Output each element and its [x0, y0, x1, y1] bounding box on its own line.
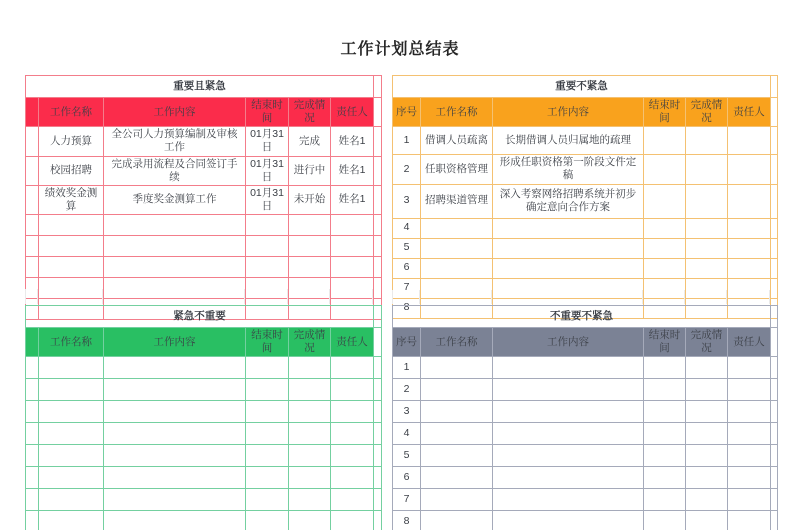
header-cell: 完成情况: [686, 328, 728, 357]
empty-cell: [331, 257, 374, 278]
status-cell: [686, 184, 728, 218]
empty-cell: [246, 423, 289, 445]
table-row: [393, 155, 778, 184]
header-cell: 工作内容: [104, 328, 246, 357]
empty-cell: [644, 218, 686, 238]
gutter-cell: [26, 236, 39, 257]
empty-cell: [39, 215, 104, 236]
cut-cell: [374, 257, 382, 278]
cut-cell: [771, 98, 778, 127]
empty-row: [26, 357, 382, 379]
empty-cell: [493, 511, 644, 530]
quadrant-important-not-urgent: [392, 75, 778, 319]
end-time-cell: 01月31日: [246, 156, 289, 185]
quadrant-title-row: [26, 76, 382, 98]
empty-cell: [493, 445, 644, 467]
task-name-cell: 任职资格管理: [421, 155, 493, 184]
empty-cell: [331, 357, 374, 379]
cut-cell: [771, 127, 778, 155]
empty-cell: [686, 238, 728, 258]
gutter-cell: [26, 257, 39, 278]
empty-cell: [728, 357, 771, 379]
empty-cell: [421, 445, 493, 467]
ghost-cell: [643, 290, 685, 304]
cut-cell: [771, 258, 778, 278]
empty-cell: [421, 357, 493, 379]
important-urgent-table: [25, 75, 382, 320]
task-name-cell: 校园招聘: [39, 156, 104, 185]
empty-row: [393, 445, 778, 467]
owner-cell: [728, 184, 771, 218]
empty-cell: [104, 489, 246, 511]
empty-row: [26, 379, 382, 401]
empty-cell: [289, 423, 331, 445]
empty-cell: [686, 423, 728, 445]
gutter-cell: [26, 98, 39, 127]
empty-cell: [104, 423, 246, 445]
cut-cell: [771, 379, 778, 401]
empty-row: [26, 489, 382, 511]
cut-cell: [771, 445, 778, 467]
cut-cell: [771, 238, 778, 258]
empty-cell: [246, 236, 289, 257]
empty-row: [393, 423, 778, 445]
empty-cell: [39, 257, 104, 278]
task-content-cell: 完成录用流程及合同签订手续: [104, 156, 246, 185]
header-cell: 完成情况: [289, 98, 331, 127]
ghost-cell: [420, 290, 492, 304]
quadrant-title: 紧急不重要: [26, 306, 374, 328]
index-cell: 2: [393, 155, 421, 184]
end-time-cell: [644, 155, 686, 184]
empty-cell: [331, 401, 374, 423]
index-cell: 2: [393, 379, 421, 401]
empty-cell: [39, 379, 104, 401]
index-cell: 1: [393, 357, 421, 379]
empty-cell: [331, 236, 374, 257]
empty-row: [393, 357, 778, 379]
table-row: [26, 127, 382, 156]
empty-cell: [421, 218, 493, 238]
index-cell: 4: [393, 423, 421, 445]
task-name-cell: 人力预算: [39, 127, 104, 156]
not-important-not-urgent-table: [392, 305, 778, 530]
empty-cell: [246, 215, 289, 236]
cut-cell: [374, 489, 382, 511]
empty-row: [26, 257, 382, 278]
gutter-cell: [26, 156, 39, 185]
empty-cell: [493, 357, 644, 379]
empty-cell: [728, 218, 771, 238]
cut-cell: [771, 423, 778, 445]
ghost-cell: [245, 289, 288, 304]
empty-cell: [421, 258, 493, 278]
status-cell: 未开始: [289, 185, 331, 214]
empty-cell: [644, 401, 686, 423]
cut-cell: [374, 379, 382, 401]
task-content-cell: 长期借调人员归属地的疏理: [493, 127, 644, 155]
empty-cell: [421, 238, 493, 258]
header-cell: 责任人: [331, 98, 374, 127]
page-title: 工作计划总结表: [340, 41, 460, 58]
header-cell: 工作内容: [493, 328, 644, 357]
header-cell: 责任人: [331, 328, 374, 357]
empty-cell: [104, 357, 246, 379]
empty-cell: [644, 238, 686, 258]
empty-cell: [686, 258, 728, 278]
task-name-cell: 招聘渠道管理: [421, 184, 493, 218]
header-cell: 结束时间: [246, 98, 289, 127]
empty-cell: [728, 467, 771, 489]
cut-cell: [771, 467, 778, 489]
header-cell: 责任人: [728, 98, 771, 127]
empty-cell: [246, 379, 289, 401]
empty-cell: [289, 401, 331, 423]
header-cell: 结束时间: [246, 328, 289, 357]
table-row: [393, 127, 778, 155]
cut-cell: [374, 423, 382, 445]
empty-cell: [289, 467, 331, 489]
owner-cell: 姓名1: [331, 127, 374, 156]
empty-cell: [421, 511, 493, 530]
status-cell: [686, 127, 728, 155]
empty-cell: [331, 467, 374, 489]
table-row: [393, 184, 778, 218]
empty-cell: [289, 489, 331, 511]
empty-cell: [493, 423, 644, 445]
cut-cell: [374, 98, 382, 127]
owner-cell: 姓名1: [331, 185, 374, 214]
empty-cell: [728, 423, 771, 445]
ghost-row-left: [25, 289, 373, 304]
header-row: [26, 328, 382, 357]
header-cell: 完成情况: [686, 98, 728, 127]
empty-cell: [728, 511, 771, 530]
index-cell: 7: [393, 489, 421, 511]
ghost-cell: [727, 290, 770, 304]
cut-cell: [771, 328, 778, 357]
empty-cell: [104, 236, 246, 257]
quadrant-not-important-not-urgent: [392, 305, 778, 530]
header-cell: 序号: [393, 98, 421, 127]
empty-cell: [728, 379, 771, 401]
index-cell: 3: [393, 184, 421, 218]
empty-cell: [39, 423, 104, 445]
status-cell: 进行中: [289, 156, 331, 185]
cut-cell: [771, 76, 778, 98]
empty-cell: [104, 379, 246, 401]
empty-cell: [39, 445, 104, 467]
index-cell: 3: [393, 401, 421, 423]
empty-row: [393, 489, 778, 511]
header-cell: 结束时间: [644, 98, 686, 127]
quadrant-title: 不重要不紧急: [393, 306, 771, 328]
empty-cell: [644, 357, 686, 379]
empty-cell: [644, 423, 686, 445]
empty-cell: [104, 215, 246, 236]
cut-cell: [374, 511, 382, 530]
task-content-cell: 深入考察网络招聘系统并初步确定意向合作方案: [493, 184, 644, 218]
empty-cell: [728, 258, 771, 278]
empty-cell: [104, 401, 246, 423]
quadrant-important-urgent: [25, 75, 382, 320]
end-time-cell: 01月31日: [246, 185, 289, 214]
empty-row: [26, 236, 382, 257]
gutter-cell: [26, 489, 39, 511]
cut-cell: [374, 215, 382, 236]
empty-cell: [686, 401, 728, 423]
empty-cell: [644, 489, 686, 511]
gutter-cell: [26, 467, 39, 489]
header-cell: 序号: [393, 328, 421, 357]
ghost-cell: [330, 289, 373, 304]
empty-cell: [493, 467, 644, 489]
empty-cell: [104, 257, 246, 278]
empty-cell: [493, 489, 644, 511]
empty-row: [26, 423, 382, 445]
task-content-cell: 季度奖金测算工作: [104, 185, 246, 214]
header-row: [26, 98, 382, 127]
header-cell: 责任人: [728, 328, 771, 357]
ghost-cell: [685, 290, 727, 304]
gutter-cell: [26, 379, 39, 401]
empty-cell: [39, 357, 104, 379]
empty-cell: [246, 511, 289, 530]
status-cell: [686, 155, 728, 184]
empty-cell: [104, 467, 246, 489]
cut-cell: [374, 127, 382, 156]
header-cell: 完成情况: [289, 328, 331, 357]
gutter-cell: [26, 511, 39, 530]
urgent-not-important-table: [25, 305, 382, 530]
empty-cell: [331, 511, 374, 530]
index-cell: 4: [393, 218, 421, 238]
empty-row: [393, 218, 778, 238]
empty-cell: [246, 445, 289, 467]
empty-cell: [289, 357, 331, 379]
index-cell: 8: [393, 298, 421, 318]
empty-row: [26, 467, 382, 489]
empty-cell: [39, 511, 104, 530]
empty-cell: [39, 236, 104, 257]
owner-cell: [728, 155, 771, 184]
table-row: [26, 185, 382, 214]
empty-cell: [331, 445, 374, 467]
empty-cell: [289, 236, 331, 257]
status-cell: 完成: [289, 127, 331, 156]
cut-cell: [374, 357, 382, 379]
empty-row: [393, 401, 778, 423]
empty-cell: [728, 489, 771, 511]
index-cell: 5: [393, 445, 421, 467]
quadrant-title-row: [26, 306, 382, 328]
task-content-cell: 形成任职资格第一阶段文件定稿: [493, 155, 644, 184]
index-cell: 8: [393, 511, 421, 530]
empty-cell: [331, 379, 374, 401]
empty-cell: [728, 401, 771, 423]
empty-cell: [686, 379, 728, 401]
empty-cell: [686, 511, 728, 530]
cut-cell: [374, 278, 382, 299]
owner-cell: 姓名1: [331, 156, 374, 185]
quadrant-urgent-not-important: [25, 305, 382, 530]
gutter-cell: [26, 423, 39, 445]
cut-cell: [771, 306, 778, 328]
important-not-urgent-table: [392, 75, 778, 319]
empty-cell: [421, 379, 493, 401]
empty-cell: [493, 401, 644, 423]
task-name-cell: 绩效奖金测算: [39, 185, 104, 214]
empty-cell: [644, 467, 686, 489]
empty-cell: [644, 445, 686, 467]
gutter-cell: [26, 215, 39, 236]
empty-cell: [644, 258, 686, 278]
empty-cell: [644, 511, 686, 530]
ghost-cell: [288, 289, 330, 304]
cut-cell: [771, 401, 778, 423]
cut-cell: [771, 489, 778, 511]
empty-row: [26, 511, 382, 530]
cut-cell: [374, 306, 382, 328]
cut-cell: [771, 184, 778, 218]
gutter-cell: [26, 401, 39, 423]
header-row: [393, 98, 778, 127]
empty-cell: [493, 258, 644, 278]
empty-cell: [493, 379, 644, 401]
index-cell: 5: [393, 238, 421, 258]
empty-cell: [728, 238, 771, 258]
quadrant-title: 重要不紧急: [393, 76, 771, 98]
empty-cell: [39, 467, 104, 489]
end-time-cell: [644, 127, 686, 155]
cut-cell: [374, 445, 382, 467]
cut-cell: [771, 155, 778, 184]
empty-row: [393, 379, 778, 401]
empty-cell: [493, 218, 644, 238]
header-cell: 工作名称: [421, 98, 493, 127]
empty-row: [393, 238, 778, 258]
cut-cell: [374, 156, 382, 185]
empty-cell: [421, 423, 493, 445]
ghost-cell: [103, 289, 245, 304]
cut-cell: [771, 218, 778, 238]
empty-cell: [246, 467, 289, 489]
empty-cell: [289, 257, 331, 278]
cut-cell: [771, 511, 778, 530]
table-row: [26, 156, 382, 185]
empty-cell: [246, 257, 289, 278]
ghost-cell: [25, 289, 38, 304]
ghost-cell: [38, 289, 103, 304]
empty-cell: [331, 489, 374, 511]
cut-cell: [374, 236, 382, 257]
empty-cell: [246, 489, 289, 511]
empty-cell: [289, 511, 331, 530]
owner-cell: [728, 127, 771, 155]
quadrant-title-row: [393, 306, 778, 328]
cut-cell: [374, 76, 382, 98]
empty-row: [393, 258, 778, 278]
empty-cell: [289, 215, 331, 236]
header-cell: 工作名称: [421, 328, 493, 357]
cut-cell: [374, 185, 382, 214]
header-cell: 结束时间: [644, 328, 686, 357]
gutter-cell: [26, 328, 39, 357]
empty-cell: [686, 218, 728, 238]
empty-row: [393, 511, 778, 530]
index-cell: 6: [393, 467, 421, 489]
empty-cell: [331, 423, 374, 445]
cut-cell: [374, 467, 382, 489]
empty-cell: [246, 357, 289, 379]
ghost-row-right: [392, 290, 770, 304]
empty-cell: [686, 489, 728, 511]
quadrant-title: 重要且紧急: [26, 76, 374, 98]
empty-cell: [686, 445, 728, 467]
gutter-cell: [26, 445, 39, 467]
cut-cell: [771, 278, 778, 298]
header-cell: 工作内容: [104, 98, 246, 127]
task-name-cell: 借调人员疏离: [421, 127, 493, 155]
empty-cell: [104, 511, 246, 530]
end-time-cell: [644, 184, 686, 218]
gutter-cell: [26, 127, 39, 156]
empty-cell: [289, 445, 331, 467]
empty-cell: [421, 401, 493, 423]
gutter-cell: [26, 185, 39, 214]
index-cell: 7: [393, 278, 421, 298]
empty-cell: [421, 467, 493, 489]
empty-row: [26, 445, 382, 467]
empty-row: [26, 215, 382, 236]
empty-cell: [644, 379, 686, 401]
header-cell: 工作内容: [493, 98, 644, 127]
header-row: [393, 328, 778, 357]
empty-cell: [728, 445, 771, 467]
empty-row: [26, 401, 382, 423]
empty-cell: [421, 489, 493, 511]
empty-cell: [104, 445, 246, 467]
end-time-cell: 01月31日: [246, 127, 289, 156]
empty-cell: [246, 401, 289, 423]
empty-cell: [331, 215, 374, 236]
empty-cell: [686, 467, 728, 489]
empty-cell: [686, 357, 728, 379]
cut-cell: [374, 328, 382, 357]
header-cell: 工作名称: [39, 328, 104, 357]
header-cell: 工作名称: [39, 98, 104, 127]
index-cell: 6: [393, 258, 421, 278]
cut-cell: [771, 357, 778, 379]
task-content-cell: 全公司人力预算编制及审核工作: [104, 127, 246, 156]
empty-row: [393, 467, 778, 489]
cut-cell: [374, 401, 382, 423]
ghost-cell: [392, 290, 420, 304]
empty-cell: [39, 489, 104, 511]
empty-cell: [493, 238, 644, 258]
quadrant-title-row: [393, 76, 778, 98]
gutter-cell: [26, 357, 39, 379]
ghost-cell: [492, 290, 643, 304]
empty-cell: [289, 379, 331, 401]
index-cell: 1: [393, 127, 421, 155]
empty-cell: [39, 401, 104, 423]
